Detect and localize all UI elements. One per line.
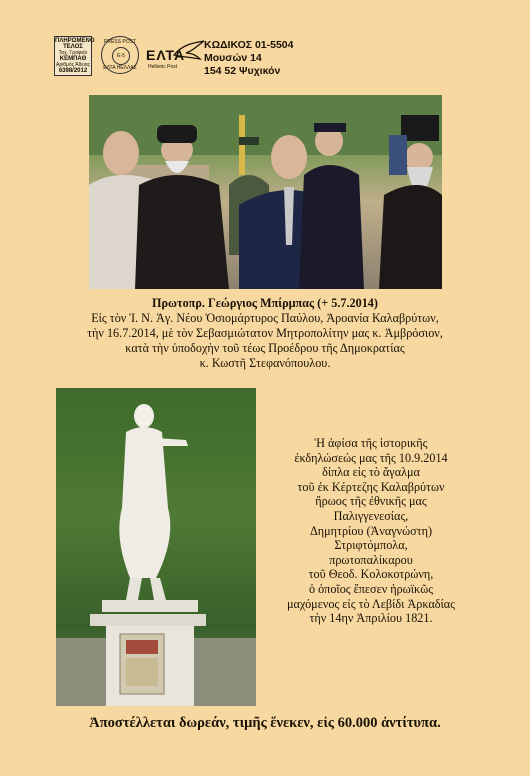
statue-photo [56,388,256,706]
statue-caption: Ἡ ἀφίσα τῆς ἱστορικῆς ἐκδηλώσεώς μας τῆς 10.9.2014 δίπλα εἰς τὸ ἄγαλμα τοῦ ἐκ Κέρτεζης Καλαβρύτων ἥρωος τῆς ἐθνικῆς μας Παλιγγενεσίας, Δημητρίου (Ἀναγνώστη) Στριφτόμπολα, πρωτοπαλίκαρου τοῦ Θεοδ. Κολοκοτρώνη, ὁ ὁποῖος ἔπεσεν ἡρωϊκῶς μαχόμενος εἰς τὸ Λεβίδι Ἀρκαδίας τὴν 14ην Ἀπριλίου 1821. [287,436,455,626]
photo1-caption: Πρωτοπρ. Γεώργιος Μπίρμπας (+ 5.7.2014) Εἰς τὸν Ἱ. Ν. Ἁγ. Νέου Ὁσιομάρτυρος Παύλου, Ἀροανία Καλαβρύτων, τὴν 16.7.2014, μὲ τὸν Σεβασμιώτατον Μητροπολίτην μας κ. Ἀμβρόσιον, κατὰ τὴν ὑποδοχὴν τοῦ τέως Προέδρου τῆς Δημοκρατίας κ. Κωστῆ Στεφανόπουλου. [87,296,443,370]
bird-icon [172,39,206,61]
postage-paid-stamp: ΠΛΗΡΩΜΕΝΟ ΤΕΛΟΣ Ταχ. Γραφείο ΚΕΜΠΑΘ Αριθμός Άδειας 6398/2012 [55,38,95,74]
distribution-note: Ἀποστέλλεται δωρεάν, τιμῆς ἕνεκεν, εἰς 60.000 ἀντίτυπα. [89,715,441,731]
address-block: ΚΩΔΙΚΟΣ 01-5504 Μουσών 14 154 52 Ψυχικόν [204,39,294,77]
handshake-photo [89,95,442,289]
postal-header [54,36,324,78]
elta-logo: ΕΛΤΑ Hellenic Post [146,41,204,71]
press-post-seal: PRESS POST Ε-5 ΕΛΤΑ ΗΕΛΛΑΣ [101,36,139,74]
